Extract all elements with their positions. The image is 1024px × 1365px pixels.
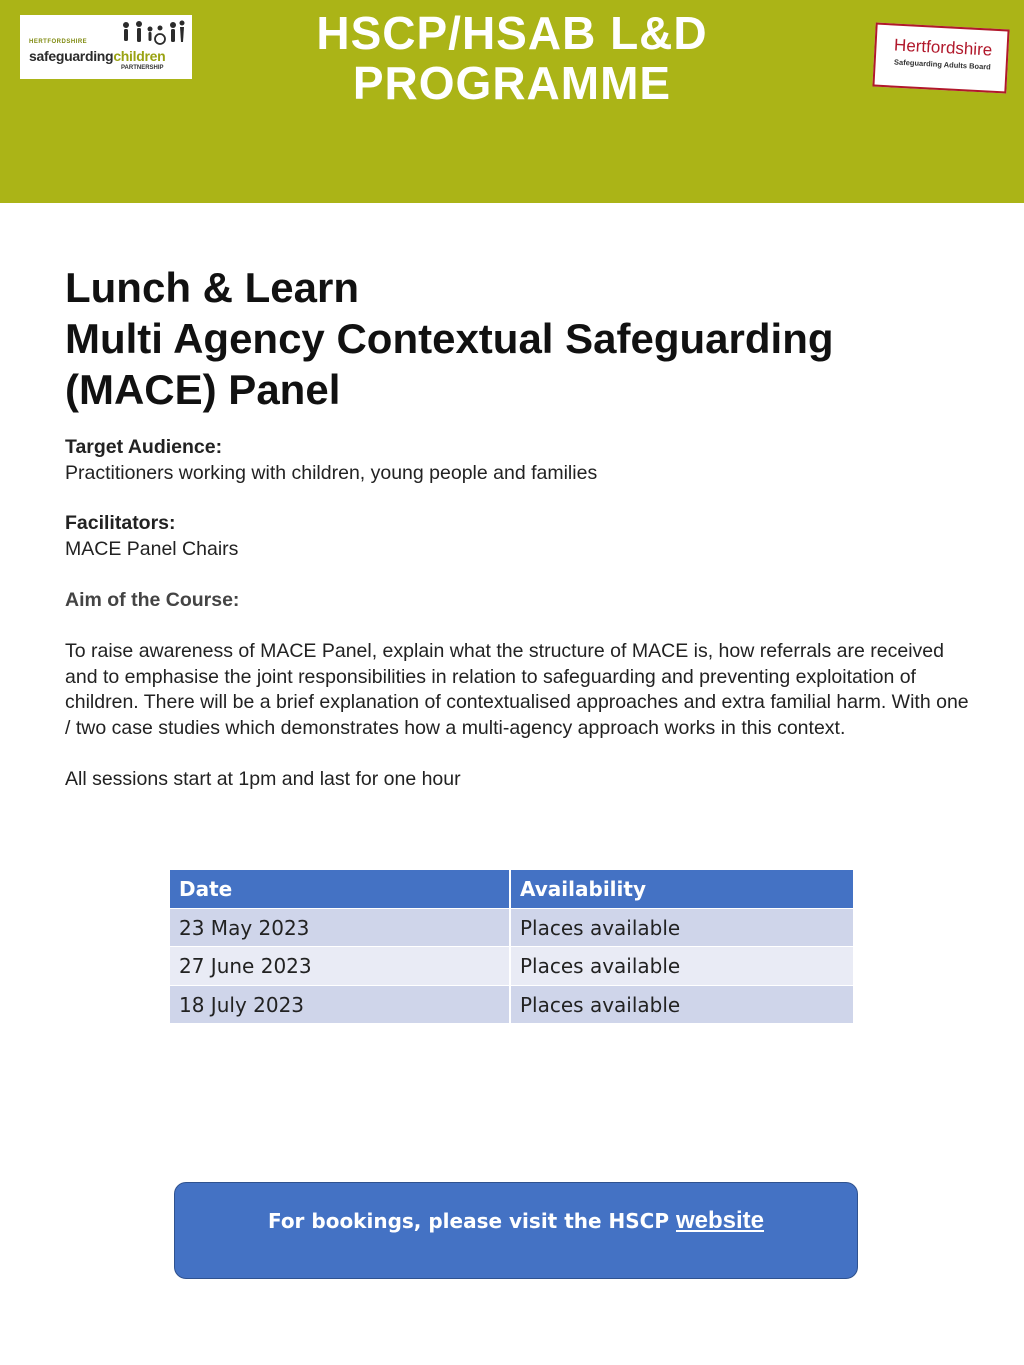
session-timing: All sessions start at 1pm and last for one hour (65, 767, 461, 790)
availability-cell: Places available (520, 915, 681, 940)
facilitators: Facilitators: MACE Panel Chairs (65, 512, 239, 560)
course-aim: Aim of the Course: To raise awareness of MACE Panel, explain what the structure of MACE is, how referrals are received and to emphasise the joint responsibilities in relation to safeguarding and preventing exploitation of children. There will be a brief explanation of contextualised approaches and extra familial harm. With one / two case studies which demonstrates how a multi-agency approach works in this context. All sessions start at 1pm and last for one hour (65, 588, 975, 792)
hertfordshire-safeguarding-adults-board-logo: Hertfordshire Safeguarding Adults Board (870, 16, 1016, 100)
table-header-row (170, 870, 853, 909)
header-banner (0, 0, 1024, 203)
date-cell: 18 July 2023 (170, 986, 511, 1024)
hscp-website-link[interactable]: website (675, 1207, 765, 1234)
availability-cell: Places available (520, 992, 681, 1017)
table-row (170, 909, 853, 948)
programme-title: HSCP/HSAB L&D PROGRAMME (316, 7, 708, 109)
column-header-date: Date (170, 870, 511, 908)
date-cell: 27 June 2023 (170, 947, 511, 985)
availability-cell: Places available (520, 954, 681, 978)
session-dates-table (170, 870, 853, 1024)
table-row (170, 947, 853, 986)
aim-description: To raise awareness of MACE Panel, explain what the structure of MACE is, how referrals are received and to emphasise the joint responsibilities in relation to safeguarding and preventing exploitation of children. There will be a brief explanation of contextualised approaches and extra familial harm. With one / two case studies which demonstrates how a multi-agency approach works in this context. (65, 640, 969, 739)
column-header-availability: Availability (520, 877, 646, 901)
table-row (170, 986, 853, 1025)
target-audience: Target Audience: Practitioners working with children, young people and families (65, 436, 598, 484)
date-cell: 23 May 2023 (170, 909, 511, 947)
bookings-box (174, 1182, 858, 1279)
course-title: Lunch & Learn Multi Agency Contextual Safeguarding (MACE) Panel (65, 264, 834, 413)
safeguarding-children-partnership-logo: HERTFORDSHIRE safeguardingchildren PARTNERSHIP (20, 15, 192, 79)
bookings-text: For bookings, please visit the HSCP (267, 1209, 670, 1233)
family-figures-icon (120, 20, 186, 46)
